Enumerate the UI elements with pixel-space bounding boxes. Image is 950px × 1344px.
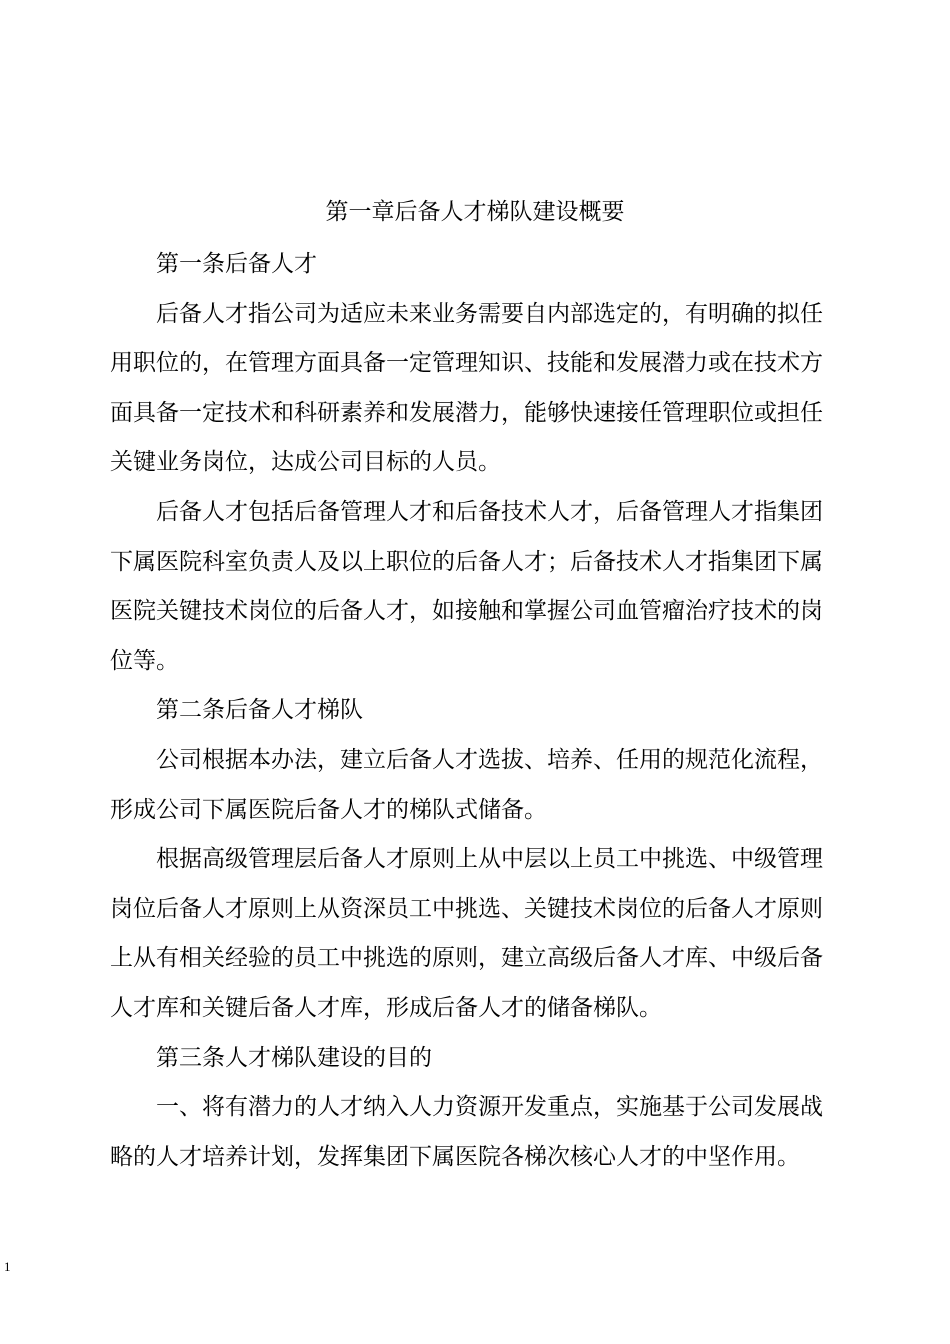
text-line: 医院关键技术岗位的后备人才，如接触和掌握公司血管瘤治疗技术的岗 xyxy=(110,598,823,625)
article-heading-1 xyxy=(110,240,855,290)
text-line: 第三条人才梯队建设的目的 xyxy=(156,1044,432,1071)
text-line: 人才库和关键后备人才库，形成后备人才的储备梯队。 xyxy=(110,994,662,1021)
text-line: 用职位的，在管理方面具备一定管理知识、技能和发展潜力或在技术方 xyxy=(110,350,823,377)
chapter-title: 第一章后备人才梯队建设概要 xyxy=(325,199,625,225)
paragraph-categories xyxy=(110,488,855,686)
text-line: 下属医院科室负责人及以上职位的后备人才；后备技术人才指集团下属 xyxy=(110,548,823,575)
text-line: 第一条后备人才 xyxy=(156,251,317,277)
text-line: 根据高级管理层后备人才原则上从中层以上员工中挑选、中级管理 xyxy=(156,846,823,873)
text-line: 关键业务岗位，达成公司目标的人员。 xyxy=(110,449,501,476)
text-line: 公司根据本办法，建立后备人才选拔、培养、任用的规范化流程， xyxy=(156,746,823,773)
text-line: 后备人才包括后备管理人才和后备技术人才，后备管理人才指集团 xyxy=(156,498,823,525)
text-line: 形成公司下属医院后备人才的梯队式储备。 xyxy=(110,796,547,823)
text-line: 上从有相关经验的员工中挑选的原则，建立高级后备人才库、中级后备 xyxy=(110,945,823,972)
text-line: 位等。 xyxy=(110,647,179,674)
paragraph-definition xyxy=(110,290,855,488)
text-line: 第二条后备人才梯队 xyxy=(156,697,363,724)
text-line: 略的人才培养计划，发挥集团下属医院各梯次核心人才的中坚作用。 xyxy=(110,1143,800,1170)
text-line: 一、将有潜力的人才纳入人力资源开发重点，实施基于公司发展战 xyxy=(156,1094,823,1121)
text-line: 后备人才指公司为适应未来业务需要自内部选定的，有明确的拟任 xyxy=(156,300,823,327)
page-number: 1 xyxy=(4,1259,11,1274)
paragraph-process xyxy=(110,736,855,835)
text-line: 面具备一定技术和科研素养和发展潜力，能够快速接任管理职位或担任 xyxy=(110,399,823,426)
text-line: 岗位后备人才原则上从资深员工中挑选、关键技术岗位的后备人才原则 xyxy=(110,895,823,922)
paragraph-purpose-1 xyxy=(110,1083,855,1182)
paragraph-selection-principles xyxy=(110,835,855,1033)
article-heading-3 xyxy=(110,1034,855,1084)
article-heading-2 xyxy=(110,686,855,736)
document-body xyxy=(110,240,855,1182)
